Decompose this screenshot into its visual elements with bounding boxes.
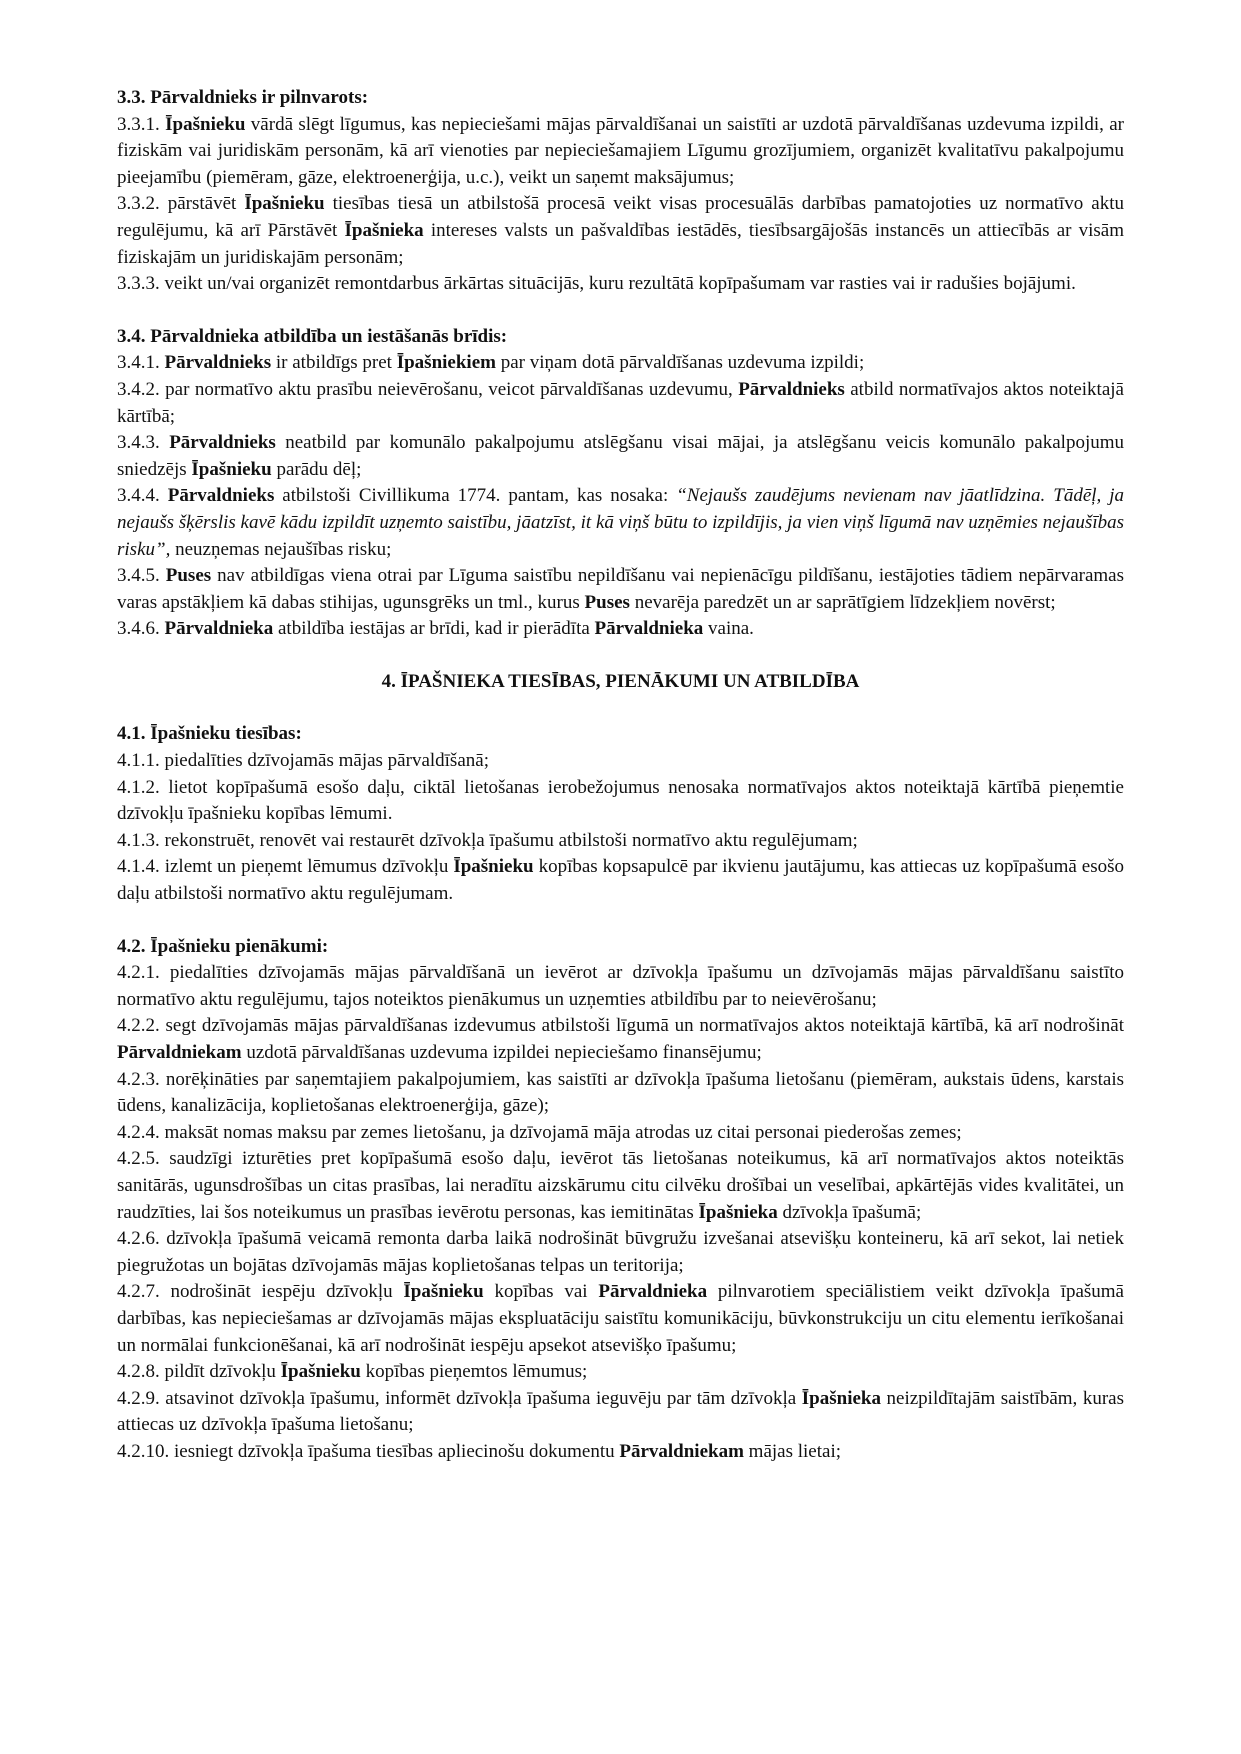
clause-4-1-2: 4.1.2. lietot kopīpašumā esošo daļu, ciktāl lietošanas ierobežojumus nenosaka normatīvajos aktos noteiktajā kārtībā pieņemtie dzīvokļu īpašnieku kopības lēmumi. [117,776,1124,825]
clause-4-2-10: 4.2.10. iesniegt dzīvokļa īpašuma tiesības apliecinošu dokumentu Pārvaldniekam mājas lietai; [117,1440,841,1462]
clause-4-1-1: 4.1.1. piedalīties dzīvojamās mājas pārvaldīšanā; [117,750,489,772]
clause-3-4-1: 3.4.1. Pārvaldnieks ir atbildīgs pret Īpašniekiem par viņam dotā pārvaldīšanas uzdevuma izpildi; [117,352,865,374]
section-4-1 [117,721,1124,907]
section-4-2 [117,934,1124,1466]
clause-3-4-3: 3.4.3. Pārvaldnieks neatbild par komunālo pakalpojumu atslēgšanu visai mājai, ja atslēgšanu veicis komunālo pakalpojumu sniedzējs Īpašnieku parādu dēļ; [117,432,1124,480]
clause-4-2-6: 4.2.6. dzīvokļa īpašumā veicamā remonta darba laikā nodrošināt būvgružu izvešanai atsevišķu konteineru, kā arī sekot, lai netiek piegružotas un bojātas dzīvojamās mājas koplietošanas telpas un teritorija; [117,1228,1124,1276]
clause-3-3-2: 3.3.2. pārstāvēt Īpašnieku tiesības tiesā un atbilstošā procesā veikt visas procesuālās darbības pamatojoties uz normatīvo aktu regulējumu, kā arī Pārstāvēt Īpašnieka intereses valsts un pašvaldības iestādēs, tiesībsargājošās instancēs un attiecībās ar visām fiziskajām un juridiskajām personām; [117,193,1124,268]
section-heading: 3.3. Pārvaldnieks ir pilnvarots: [117,87,369,108]
clause-4-2-8: 4.2.8. pildīt dzīvokļu Īpašnieku kopības pieņemtos lēmumus; [117,1361,588,1383]
section-heading: 4.1. Īpašnieku tiesības: [117,723,302,745]
document-page [117,85,1124,1466]
chapter-title: 4. ĪPAŠNIEKA TIESĪBAS, PIENĀKUMI UN ATBILDĪBA [381,670,860,692]
clause-3-3-3: 3.3.3. veikt un/vai organizēt remontdarbus ārkārtas situācijās, kuru rezultātā kopīpašumam var rasties vai ir radušies bojājumi. [117,273,1076,295]
section-heading: 3.4. Pārvaldnieka atbildība un iestāšanās brīdis: [117,325,508,347]
clause-3-4-5: 3.4.5. Puses nav atbildīgas viena otrai par Līguma saistību nepildīšanu vai nepienācīgu pildīšanu, iestājoties tādiem nepārvaramas varas apstākļiem kā dabas stihijas, ugunsgrēks un tml., kurus Puses nevarēja paredzēt un ar saprātīgiem līdzekļiem novērst; [117,565,1125,613]
clause-4-1-3: 4.1.3. rekonstruēt, renovēt vai restaurēt dzīvokļa īpašumu atbilstoši normatīvo aktu regulējumam; [117,829,858,851]
clause-4-1-4: 4.1.4. izlemt un pieņemt lēmumus dzīvokļu Īpašnieku kopības kopsapulcē par ikvienu jautājumu, kas attiecas uz kopīpašumā esošo daļu atbilstoši normatīvo aktu regulējumam. [117,856,1124,905]
clause-3-4-4: 3.4.4. Pārvaldnieks atbilstoši Civillikuma 1774. pantam, kas nosaka: “Nejaušs zaudējums nevienam nav jāatlīdzina. Tādēļ, ja nejaušs šķērslis kavē kādu izpildīt uzņemto saistību, jāatzīst, it kā viņš būtu to izpildījis, ja vien viņš līgumā nav uzņēmies nejaušības risku”, neuzņemas nejaušības risku; [117,485,1125,560]
clause-3-3-1: 3.3.1. Īpašnieku vārdā slēgt līgumus, kas nepieciešami mājas pārvaldīšanai un saistīti ar uzdotā pārvaldīšanas uzdevuma izpildi, ar fiziskām vai juridiskām personām, kā arī vienoties par nepieciešamajiem Līgumu grozījumiem, organizēt kvalitatīvu pakalpojumu pieejamību (piemēram, gāze, elektroenerģija, u.c.), veikt un saņemt maksājumus; [117,113,1124,188]
clause-3-4-6: 3.4.6. Pārvaldnieka atbildība iestājas ar brīdi, kad ir pierādīta Pārvaldnieka vaina. [117,618,754,640]
clause-3-4-2: 3.4.2. par normatīvo aktu prasību neievērošanu, veicot pārvaldīšanas uzdevumu, Pārvaldnieks atbild normatīvajos aktos noteiktajā kārtībā; [117,378,1124,427]
clause-4-2-7: 4.2.7. nodrošināt iespēju dzīvokļu Īpašnieku kopības vai Pārvaldnieka pilnvarotiem speciālistiem veikt dzīvokļa īpašumā darbības, kas nepieciešamas ar dzīvojamās mājas ekspluatāciju saistītu komunikāciju, būvkonstrukciju un citu elementu ierīkošanai un normālai funkcionēšanai, kā arī nodrošināt iespēju apsekot atsevišķo īpašumu; [117,1281,1124,1356]
section-3-4 [117,324,1124,643]
section-heading: 4.2. Īpašnieku pienākumi: [117,935,329,957]
clause-4-2-2: 4.2.2. segt dzīvojamās mājas pārvaldīšanas izdevumus atbilstoši līgumā un normatīvajos aktos noteiktajā kārtībā, kā arī nodrošināt Pārvaldniekam uzdotā pārvaldīšanas uzdevuma izpildei nepieciešamo finansējumu; [117,1015,1124,1063]
clause-4-2-4: 4.2.4. maksāt nomas maksu par zemes lietošanu, ja dzīvojamā māja atrodas uz citai personai piederošas zemes; [117,1121,962,1143]
section-3-3 [117,85,1124,298]
clause-4-2-3: 4.2.3. norēķināties par saņemtajiem pakalpojumiem, kas saistīti ar dzīvokļa īpašuma lietošanu (piemēram, aukstais ūdens, karstais ūdens, kanalizācija, koplietošanas elektroenerģija, gāze); [117,1068,1124,1117]
clause-4-2-1: 4.2.1. piedalīties dzīvojamās mājas pārvaldīšanā un ievērot ar dzīvokļa īpašumu un dzīvojamās mājas pārvaldīšanu saistīto normatīvo aktu regulējumu, tajos noteiktos pienākumus un uzņemties atbildību par to neievērošanu; [117,962,1124,1010]
clause-4-2-5: 4.2.5. saudzīgi izturēties pret kopīpašumā esošo daļu, ievērot tās lietošanas noteikumus, kā arī normatīvajos aktos noteiktās sanitārās, ugunsdrošības un citas prasības, lai neradītu aizskārumu citu cilvēku drošībai un veselībai, apkārtējās vides kvalitātei, un raudzīties, lai šos noteikumus un prasības ievērotu personas, kas iemitinātas Īpašnieka dzīvokļa īpašumā; [117,1148,1124,1223]
clause-4-2-9: 4.2.9. atsavinot dzīvokļa īpašumu, informēt dzīvokļa īpašuma ieguvēju par tām dzīvokļa Īpašnieka neizpildītajām saistībām, kuras attiecas uz dzīvokļa īpašuma lietošanu; [117,1387,1125,1436]
